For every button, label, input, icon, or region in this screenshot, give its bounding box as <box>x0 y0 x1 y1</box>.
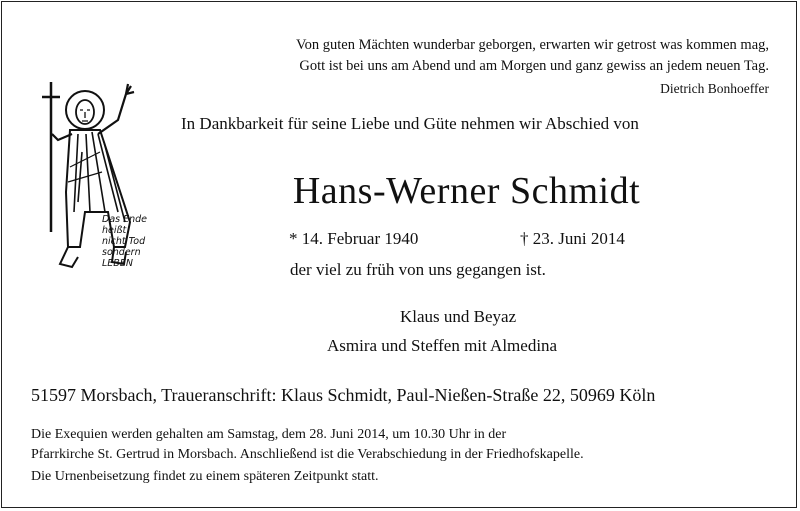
family-line-2: Asmira und Steffen mit Almedina <box>327 336 558 355</box>
service-info-line-1: Die Exequien werden gehalten am Samstag, dem 28. Juni 2014, um 10.30 Uhr in der <box>31 427 507 442</box>
deceased-name: Hans-Werner Schmidt <box>292 170 641 212</box>
quote-author: Dietrich Bonhoeffer <box>660 81 769 96</box>
intro-text: In Dankbarkeit für seine Liebe und Güte nehmen wir Abschied von <box>181 114 639 133</box>
mourning-address: 51597 Morsbach, Traueranschrift: Klaus Schmidt, Paul-Nießen-Straße 22, 50969 Köln <box>31 385 656 405</box>
death-date: † 23. Juni 2014 <box>520 229 625 248</box>
quote-line-1: Von guten Mächten wunderbar geborgen, erwarten wir getrost was kommen mag, <box>296 37 769 53</box>
illustration-caption: Das Ende heißt nicht Tod sondern LEBEN <box>102 214 148 269</box>
service-info-line-2: Pfarrkirche St. Gertrud in Morsbach. Anschließend ist die Verabschiedung in der Friedhofskapelle. <box>31 447 584 462</box>
birth-date: * 14. Februar 1940 <box>289 229 419 248</box>
quote-line-2: Gott ist bei uns am Abend und am Morgen und ganz gewiss an jedem neuen Tag. <box>299 58 769 74</box>
family-line-1: Klaus und Beyaz <box>400 307 517 326</box>
service-info-line-3: Die Urnenbeisetzung findet zu einem späteren Zeitpunkt statt. <box>31 469 379 484</box>
subline: der viel zu früh von uns gegangen ist. <box>290 260 546 279</box>
